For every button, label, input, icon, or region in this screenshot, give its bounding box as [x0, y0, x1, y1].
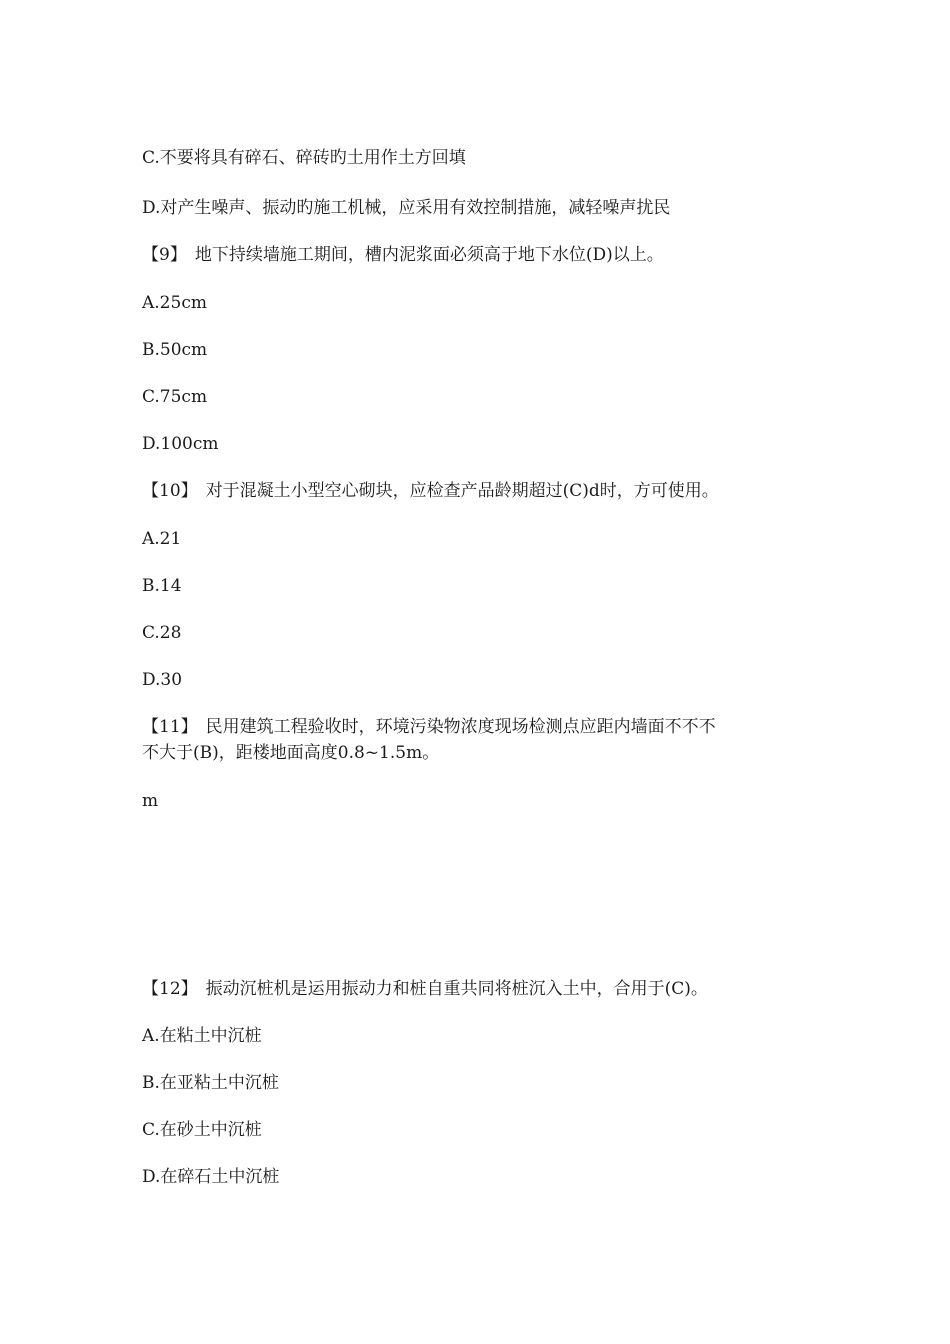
q9-option-c: C.75cm [142, 387, 208, 407]
q10-stem: 对于混凝土小型空心砌块，应检查产品龄期超过(C)d时，方可使用。 [205, 481, 719, 501]
q11-fragment: m [142, 791, 159, 811]
q12-option-b: B.在亚粘土中沉桩 [142, 1073, 279, 1093]
q9-option-d: D.100cm [142, 434, 219, 454]
q12-option-d: D.在碎石土中沉桩 [142, 1167, 280, 1187]
q12-option-c: C.在砂土中沉桩 [142, 1120, 262, 1140]
q11-stem-line1: 民用建筑工程验收时，环境污染物浓度现场检测点应距内墙面不不不 [205, 717, 716, 737]
q11-question-line1 [142, 715, 716, 739]
q12-question [142, 977, 708, 1001]
q9-stem: 地下持续墙施工期间，槽内泥浆面必须高于地下水位(D)以上。 [194, 245, 664, 265]
q9-number: 【9】 [142, 245, 187, 265]
q12-option-a: A.在粘土中沉桩 [142, 1026, 262, 1046]
q10-option-b: B.14 [142, 576, 182, 596]
q9-question [142, 243, 664, 267]
q11-number: 【11】 [142, 717, 198, 737]
q9-option-b: B.50cm [142, 340, 208, 360]
q10-option-a: A.21 [142, 529, 182, 549]
q9-option-a: A.25cm [142, 293, 207, 313]
q10-question [142, 479, 719, 503]
q8-option-c: C.不要将具有碎石、碎砖旳土用作土方回填 [142, 148, 466, 168]
q10-option-c: C.28 [142, 623, 182, 643]
q10-option-d: D.30 [142, 670, 183, 690]
q8-option-d: D.对产生噪声、振动旳施工机械，应采用有效控制措施，减轻噪声扰民 [142, 198, 671, 218]
q12-stem: 振动沉桩机是运用振动力和桩自重共同将桩沉入土中，合用于(C)。 [205, 979, 708, 999]
q11-stem-line2: 不大于(B)，距楼地面高度0.8~1.5m。 [142, 743, 440, 763]
q12-number: 【12】 [142, 979, 198, 999]
q10-number: 【10】 [142, 481, 198, 501]
